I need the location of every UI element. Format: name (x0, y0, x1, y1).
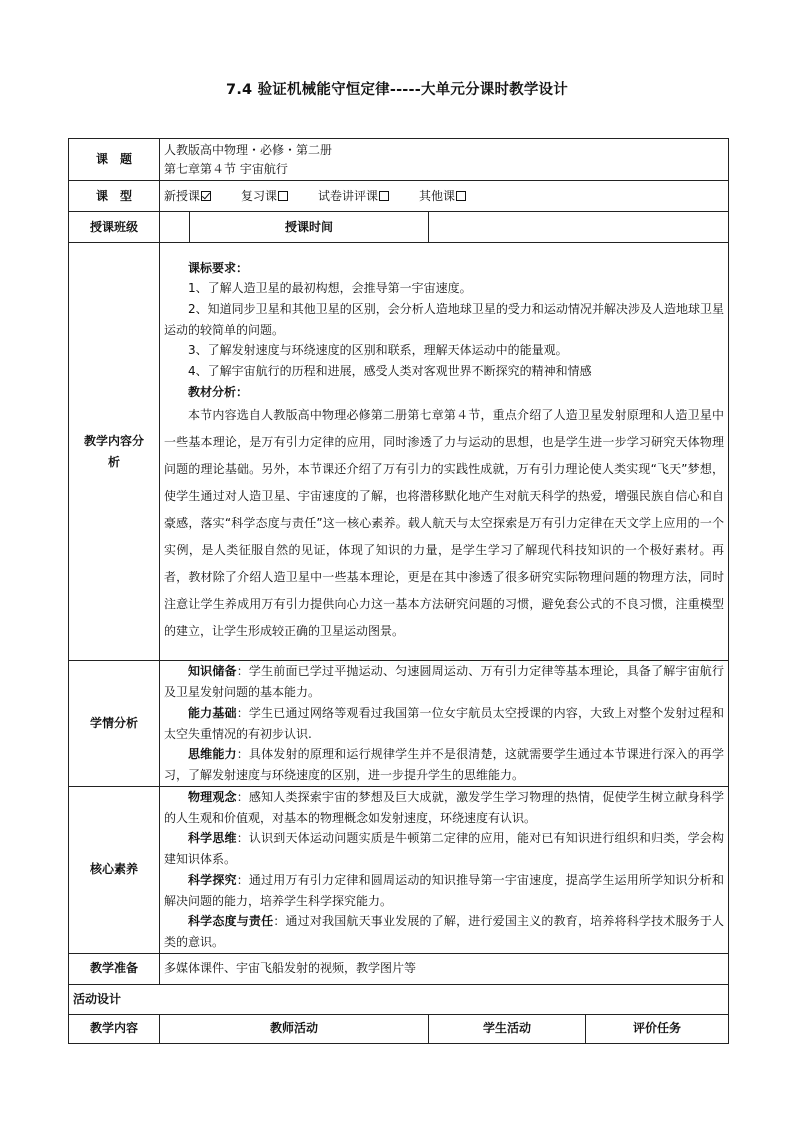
preparation-value: 多媒体课件、宇宙飞船发射的视频，教学图片等 (160, 953, 729, 984)
checkbox-icon[interactable] (278, 191, 288, 201)
class-value[interactable] (160, 212, 190, 243)
row-content-analysis (69, 243, 729, 661)
topic-value (160, 139, 729, 181)
core-literacy-item (164, 828, 724, 869)
standards-title: 课标要求： (188, 260, 249, 275)
column-header-teacher: 教师活动 (160, 1014, 429, 1043)
column-header-evaluation: 评价任务 (586, 1014, 729, 1043)
type-options (160, 181, 729, 212)
material-text: 本节内容选自人教版高中物理必修第二册第七章第４节，重点介绍了人造卫星发射原理和人造卫星中一些基本理论，是万有引力定律的应用，同时渗透了力与运动的思想，也是学生进一步学习研究天体物理问题的理论基础。另外，本节课还介绍了万有引力的实践性成就，万有引力理论使人类实现“飞天”梦想，使学生通过对人造卫星、宇宙速度的了解，也将潜移默化地产生对航天科学的热爱，增强民族自信心和自豪感，落实“科学态度与责任”这一核心素养。载人航天与太空探索是万有引力定律在天文学上应用的一个实例，是人类征服自然的见证，体现了知识的力量，是学生学习了解现代科技知识的一个极好素材。再者，教材除了介绍人造卫星中一些基本理论，更是在其中渗透了很多研究实际物理问题的物理方法，同时注意让学生养成用万有引力提供向心力这一基本方法研究问题的习惯，避免套公式的不良习惯，注重模型的建立，让学生形成较正确的卫星运动图景。 (164, 408, 725, 639)
topic-label: 课 题 (69, 139, 160, 181)
row-topic (69, 139, 729, 181)
item-heading: 能力基础 (188, 705, 237, 720)
option-exam-review-lesson-label: 试卷讲评课 (318, 188, 379, 203)
topic-line-2: 第七章第４节 宇宙航行 (164, 161, 288, 176)
checkbox-icon[interactable] (456, 191, 466, 201)
row-class-time (69, 212, 729, 243)
type-label: 课 型 (69, 181, 160, 212)
standard-item: 2、知道同步卫星和其他卫星的区别，会分析人造地球卫星的受力和运动情况并解决涉及人造地球卫星运动的较简单的问题。 (164, 301, 725, 337)
item-heading: 科学态度与责任 (188, 914, 274, 929)
standard-item: 1、了解人造卫星的最初构想，会推导第一宇宙速度。 (188, 281, 472, 296)
preparation-label: 教学准备 (69, 953, 160, 984)
row-preparation (69, 953, 729, 984)
core-literacy-label: 核心素养 (69, 787, 160, 954)
option-review-lesson-label: 复习课 (241, 188, 278, 203)
core-literacy-body (160, 787, 729, 954)
lesson-plan-table (68, 138, 729, 1044)
item-text: ：通过对我国航天事业发展的了解，进行爱国主义的教育，培养将科学技术服务于人类的意识。 (164, 914, 725, 949)
option-review-lesson[interactable] (241, 186, 288, 207)
item-heading: 思维能力 (188, 747, 237, 762)
time-value[interactable] (429, 212, 729, 243)
row-activity-header (69, 1014, 729, 1043)
standard-item: 3、了解发射速度与环绕速度的区别和联系，理解天体运动中的能量观。 (188, 343, 568, 358)
student-analysis-item (164, 703, 724, 744)
content-analysis-label: 教学内容分析 (69, 243, 160, 661)
option-new-lesson[interactable] (164, 186, 211, 207)
student-analysis-body (160, 661, 729, 787)
item-heading: 知识储备 (188, 664, 237, 679)
row-student-analysis (69, 661, 729, 787)
item-heading: 科学思维 (188, 831, 237, 846)
column-header-content: 教学内容 (69, 1014, 160, 1043)
time-label: 授课时间 (190, 212, 429, 243)
option-exam-review-lesson[interactable] (318, 186, 389, 207)
item-text: ：学生已通过网络等观看过我国第一位女宇航员太空授课的内容，大致上对整个发射过程和太空失重情况的有初步认识. (164, 705, 724, 741)
row-core-literacy (69, 787, 729, 954)
page-title: 7.4 验证机械能守恒定律-----大单元分课时教学设计 (226, 82, 568, 98)
student-analysis-label: 学情分析 (69, 661, 160, 787)
item-heading: 物理观念 (188, 790, 237, 804)
item-text: ：感知人类探索宇宙的梦想及巨大成就，激发学生学习物理的热情，促使学生树立献身科学的人生观和价值观，对基本的物理概念如发射速度，环绕速度有认识。 (164, 790, 724, 825)
material-title: 教材分析： (188, 384, 249, 399)
student-analysis-item (164, 744, 724, 785)
item-text: ：具体发射的原理和运行规律学生并不是很清楚，这就需要学生通过本节课进行深入的再学习，了解发射速度与环绕速度的区别，进一步提升学生的思维能力。 (164, 747, 724, 782)
core-literacy-item (164, 787, 724, 828)
option-other-lesson-label: 其他课 (419, 188, 456, 203)
content-analysis-body (160, 243, 729, 661)
item-text: ：学生前面已学过平抛运动、匀速圆周运动、万有引力定律等基本理论，具备了解宇宙航行及卫星发射问题的基本能力。 (164, 664, 724, 700)
checked-box-icon[interactable] (201, 191, 211, 201)
class-label: 授课班级 (69, 212, 160, 243)
row-type (69, 181, 729, 212)
option-new-lesson-label: 新授课 (164, 188, 201, 203)
activity-label: 活动设计 (69, 984, 729, 1014)
item-text: ：认识到天体运动问题实质是牛顿第二定律的应用，能对已有知识进行组织和归类，学会构建知识体系。 (164, 831, 724, 867)
core-literacy-item (164, 911, 724, 952)
item-heading: 科学探究 (188, 872, 237, 887)
row-activity (69, 984, 729, 1014)
topic-line-1: 人教版高中物理・必修・第二册 (164, 142, 333, 157)
student-analysis-item (164, 661, 724, 702)
item-text: ：通过用万有引力定律和圆周运动的知识推导第一宇宙速度，提高学生运用所学知识分析和解决问题的能力，培养学生科学探究能力。 (164, 872, 724, 908)
standard-item: 4、了解宇宙航行的历程和进展，感受人类对客观世界不断探究的精神和情感 (188, 364, 592, 379)
column-header-student: 学生活动 (429, 1014, 586, 1043)
option-other-lesson[interactable] (419, 186, 466, 207)
checkbox-icon[interactable] (379, 191, 389, 201)
core-literacy-item (164, 870, 724, 911)
